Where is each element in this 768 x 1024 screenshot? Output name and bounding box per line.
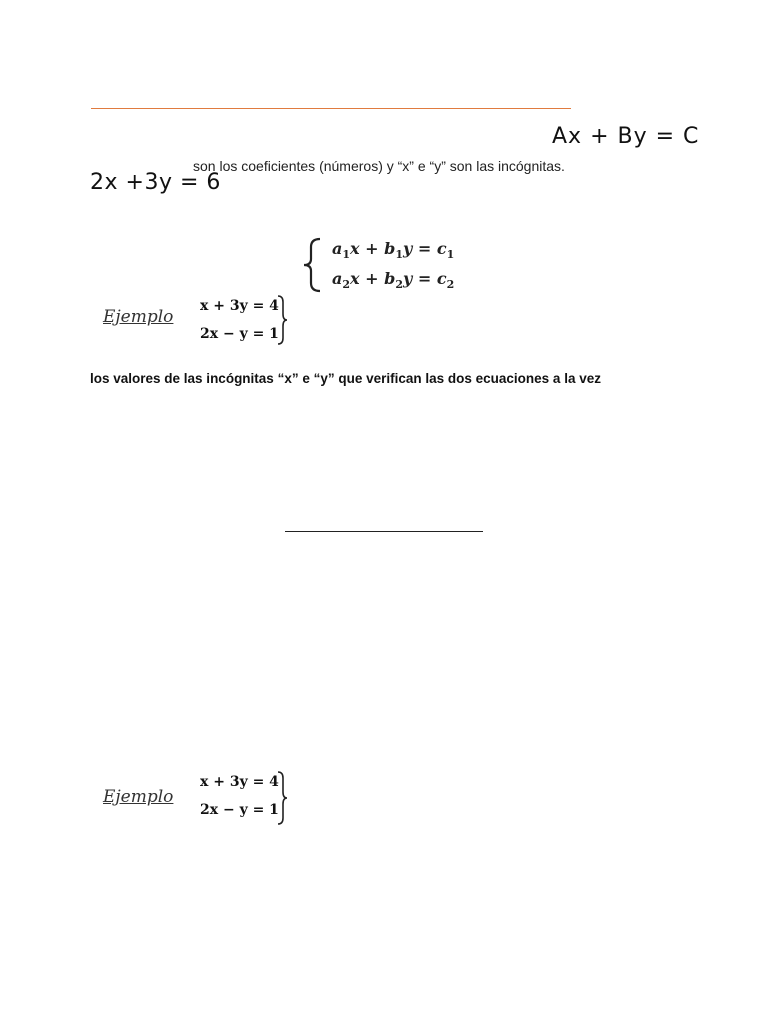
right-brace-icon bbox=[276, 770, 288, 826]
general-system-block bbox=[300, 237, 500, 293]
general-system-equations bbox=[332, 237, 454, 297]
top-orange-rule bbox=[91, 108, 571, 109]
general-linear-equation: Ax + By = C bbox=[552, 124, 700, 149]
right-brace-icon bbox=[276, 294, 288, 346]
left-brace-icon bbox=[300, 237, 322, 293]
example-1-equation-1: x + 3y = 4 bbox=[200, 298, 279, 314]
example-2-equation-1: x + 3y = 4 bbox=[200, 774, 279, 790]
solution-definition: los valores de las incógnitas “x” e “y” que verifican las dos ecuaciones a la vez bbox=[90, 371, 601, 386]
example-linear-equation: 2x +3y = 6 bbox=[90, 170, 221, 195]
example-label-2: Ejemplo bbox=[103, 787, 174, 807]
coefficients-description: son los coeficientes (números) y “x” e “y” son las incógnitas. bbox=[193, 158, 565, 174]
example-system-1 bbox=[200, 292, 279, 348]
middle-black-rule bbox=[285, 531, 483, 532]
example-1-equation-2: 2x − y = 1 bbox=[200, 326, 279, 342]
general-system-line-1: $a_1x + b_1y = c_1$ bbox=[332, 239, 455, 262]
general-system-line-2: $a_2x + b_2y = c_2$ bbox=[332, 269, 455, 292]
example-system-2 bbox=[200, 768, 279, 824]
example-2-equation-2: 2x − y = 1 bbox=[200, 802, 279, 818]
example-label-1: Ejemplo bbox=[103, 307, 174, 327]
